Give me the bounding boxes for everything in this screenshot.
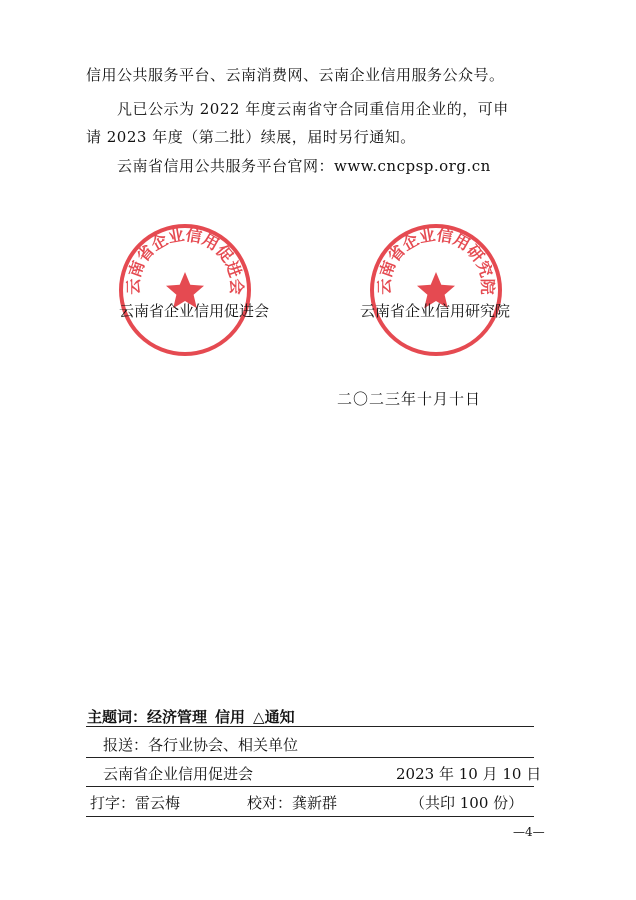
signatory-org-right: 云南省企业信用研究院	[360, 302, 511, 320]
page-number: —4—	[513, 825, 545, 839]
footer-rule-1	[86, 726, 534, 727]
body-text-line-2: 凡已公示为 2022 年度云南省守合同重信用企业的，可申	[117, 100, 509, 118]
issuing-org: 云南省企业信用促进会	[103, 765, 254, 783]
copy-count: （共印 100 份）	[410, 794, 524, 812]
official-seal-right	[368, 222, 504, 358]
footer-rule-4	[86, 816, 534, 817]
cc-recipients: 报送：各行业协会、相关单位	[103, 736, 299, 754]
footer-rule-3	[86, 786, 534, 787]
body-text-line-4: 云南省信用公共服务平台官网：www.cncpsp.org.cn	[117, 157, 491, 175]
signature-date: 二〇二三年十月十日	[337, 390, 482, 408]
body-text-line-3: 请 2023 年度（第二批）续展，届时另行通知。	[86, 128, 416, 146]
keyword-1: 经济管理	[147, 708, 208, 726]
keyword-3: △通知	[253, 708, 295, 726]
issue-date: 2023 年 10 月 10 日	[396, 765, 542, 783]
typist: 打字：雷云梅	[90, 794, 181, 812]
svg-text:云南省企业信用研究院: 云南省企业信用研究院	[374, 225, 498, 295]
keywords-label: 主题词：	[87, 708, 148, 726]
subject-keywords	[87, 706, 303, 727]
body-text-line-1: 信用公共服务平台、云南消费网、云南企业信用服务公众号。	[86, 66, 505, 84]
svg-text:云南省企业信用促进会: 云南省企业信用促进会	[123, 225, 247, 295]
footer-rule-2	[86, 757, 534, 758]
official-seal-left	[117, 222, 253, 358]
proofreader: 校对：龚新群	[247, 794, 338, 812]
keyword-2: 信用	[215, 708, 246, 726]
signatory-org-left: 云南省企业信用促进会	[119, 302, 270, 320]
